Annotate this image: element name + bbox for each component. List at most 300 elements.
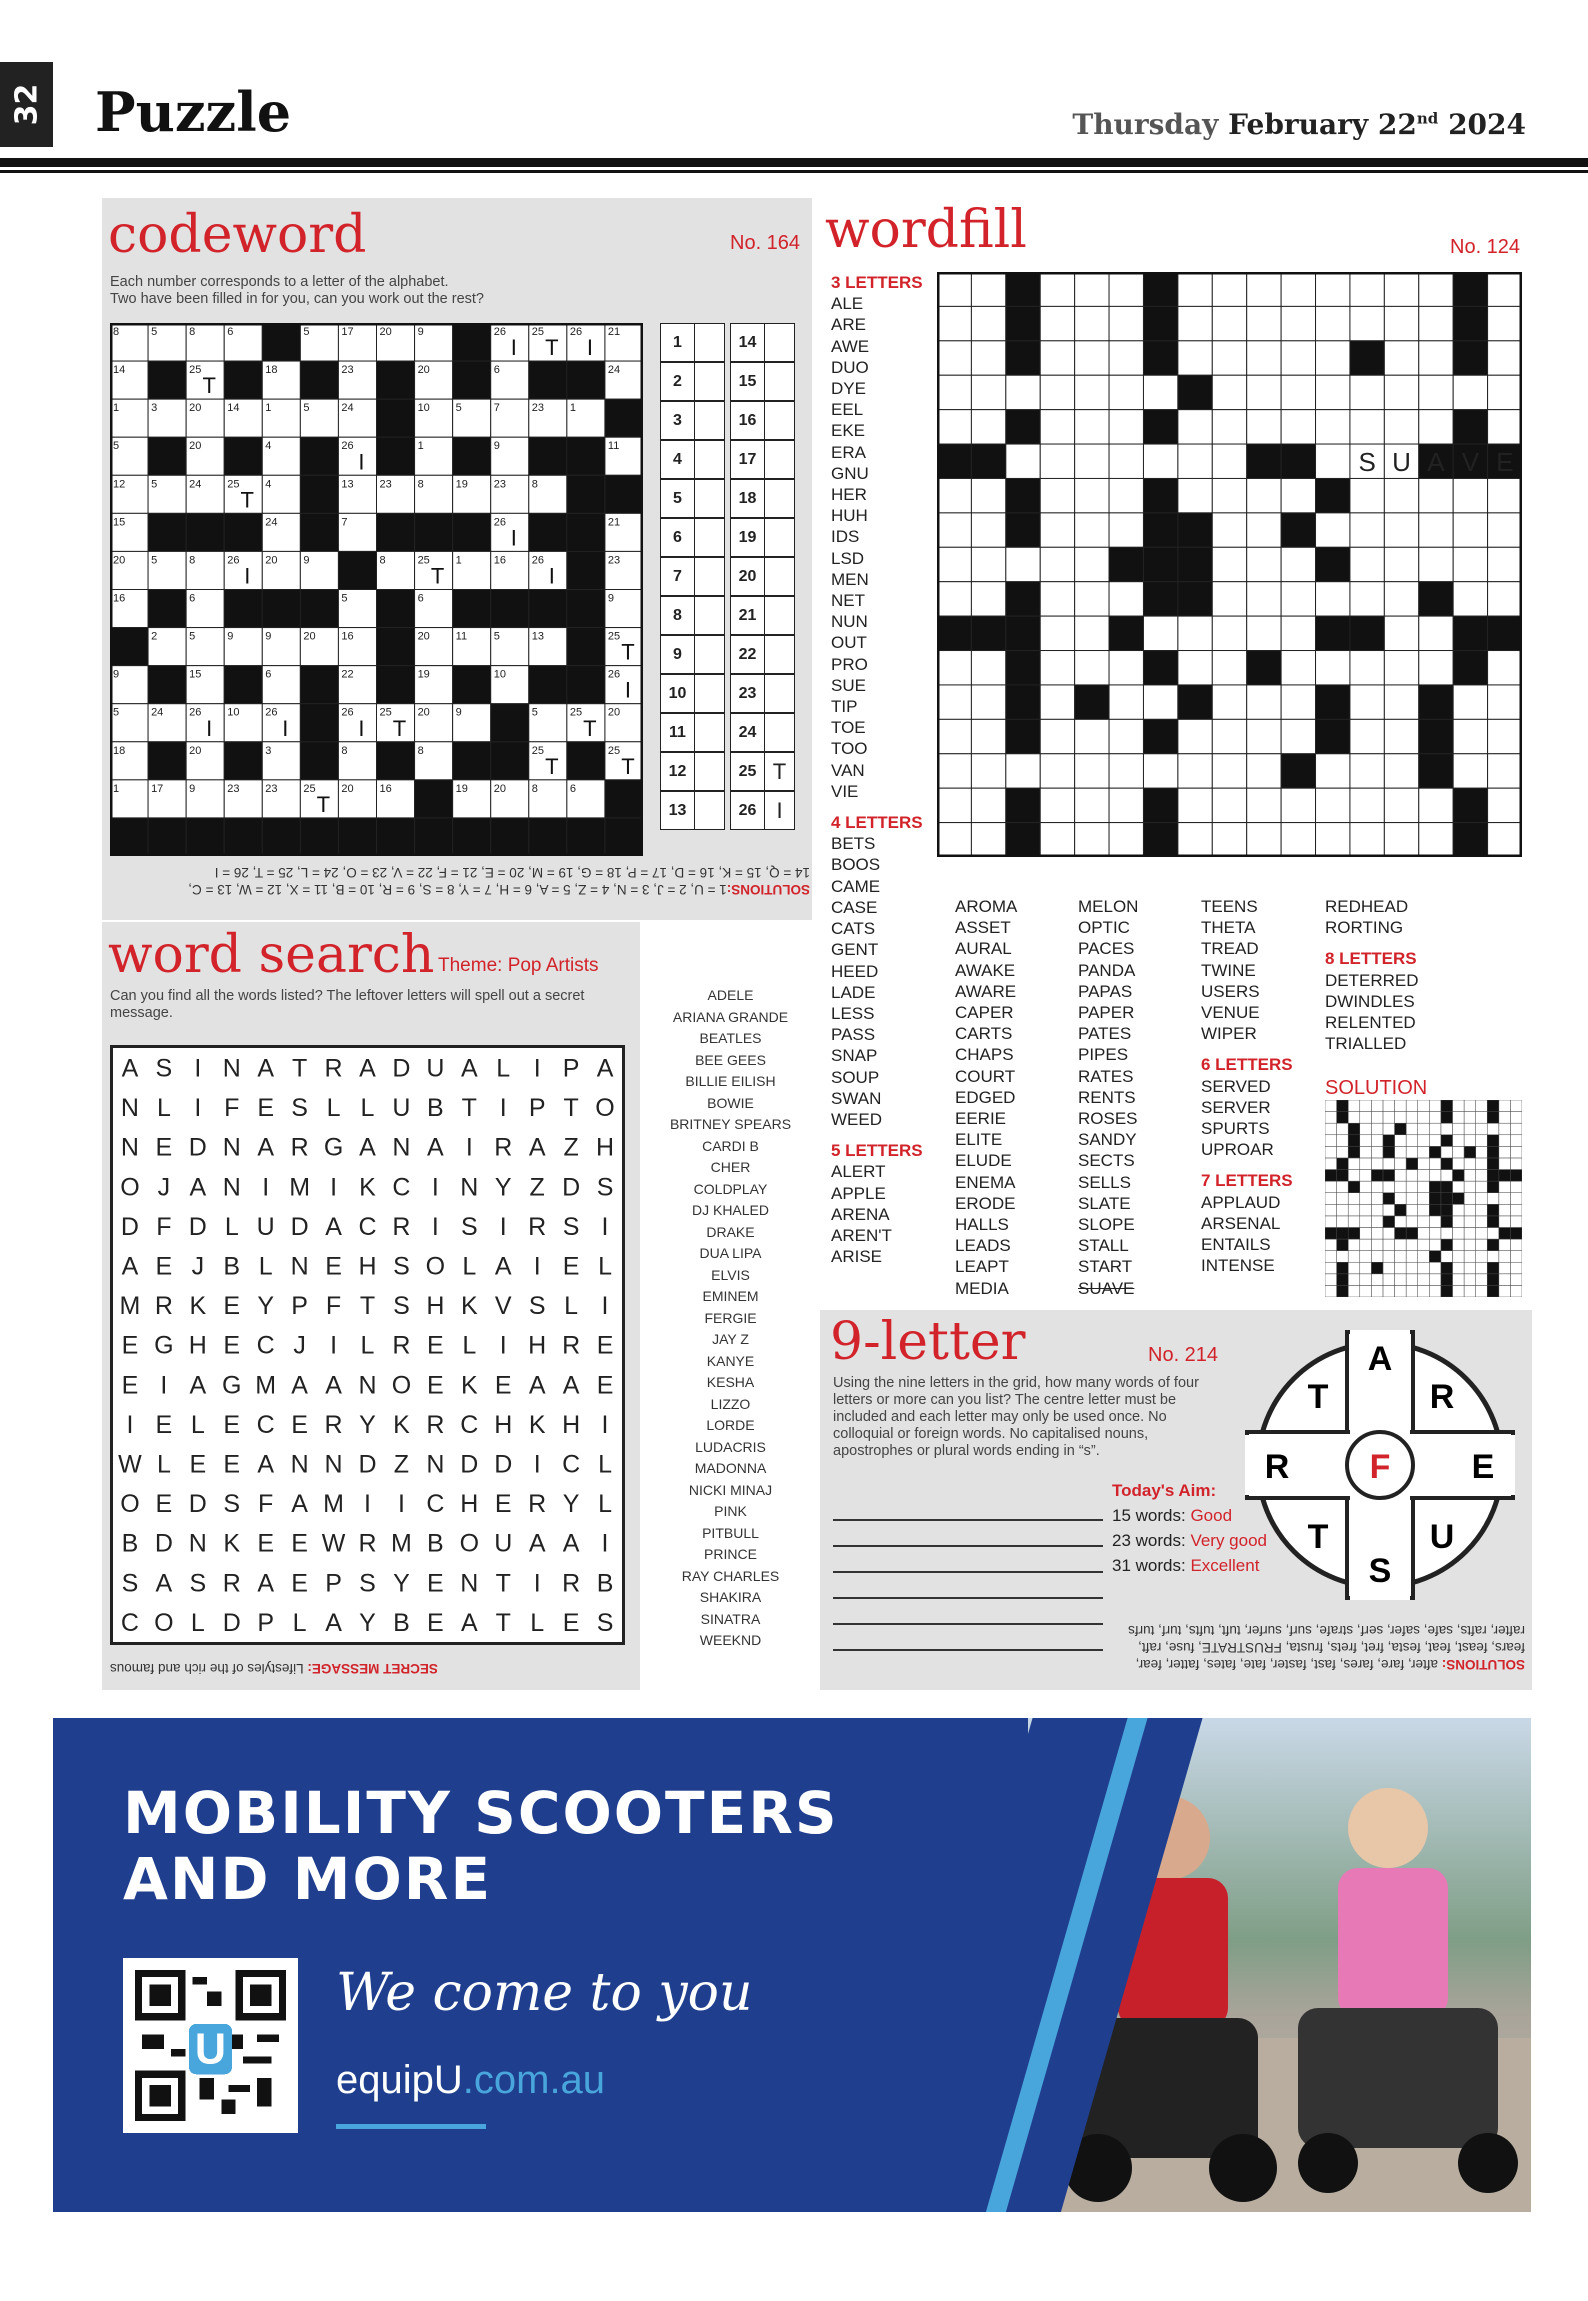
wordfill-cell[interactable] <box>1247 341 1281 375</box>
wordsearch-letter[interactable]: R <box>392 1212 411 1241</box>
wordfill-cell[interactable] <box>1212 478 1246 512</box>
wordsearch-letter[interactable]: I <box>601 1529 609 1558</box>
advertisement-banner[interactable] <box>53 1718 1531 2212</box>
wordsearch-letter[interactable]: A <box>257 1054 275 1083</box>
wordsearch-letter[interactable]: K <box>528 1410 546 1439</box>
wordfill-cell[interactable] <box>1488 513 1522 547</box>
wordfill-cell[interactable] <box>937 788 971 822</box>
wordfill-cell[interactable] <box>1109 410 1143 444</box>
codeword-key-cell[interactable] <box>730 752 795 791</box>
wordfill-cell[interactable] <box>1419 410 1453 444</box>
wordfill-cell[interactable] <box>1316 306 1350 340</box>
wordfill-cell[interactable] <box>1040 375 1074 409</box>
wordfill-cell[interactable] <box>971 513 1005 547</box>
wordsearch-letter[interactable]: I <box>533 1450 541 1479</box>
wordsearch-letter[interactable]: R <box>426 1410 445 1439</box>
codeword-key-cell[interactable] <box>730 596 795 635</box>
wordsearch-letter[interactable]: M <box>255 1371 277 1400</box>
wordfill-cell[interactable] <box>1453 719 1487 753</box>
wordfill-cell[interactable] <box>1212 582 1246 616</box>
wordfill-cell[interactable] <box>937 272 971 306</box>
wordsearch-letter[interactable]: A <box>460 1054 478 1083</box>
wordfill-cell[interactable] <box>1143 444 1177 478</box>
codeword-key-cell[interactable] <box>730 713 795 752</box>
wordfill-cell[interactable] <box>1247 616 1281 650</box>
codeword-grid[interactable] <box>110 323 643 856</box>
wordfill-cell[interactable] <box>1075 651 1109 685</box>
wordsearch-letter[interactable]: A <box>189 1173 207 1202</box>
wordsearch-letter[interactable]: D <box>120 1212 139 1241</box>
wordfill-cell[interactable] <box>1350 823 1384 857</box>
wordfill-cell[interactable] <box>1109 375 1143 409</box>
wordsearch-letter[interactable]: E <box>223 1331 241 1360</box>
wordsearch-letter[interactable]: S <box>189 1569 207 1598</box>
wordsearch-letter[interactable]: D <box>562 1173 581 1202</box>
wordfill-cell[interactable] <box>1419 823 1453 857</box>
wordfill-cell[interactable] <box>1040 754 1074 788</box>
wordsearch-letter[interactable]: P <box>528 1094 546 1123</box>
wordsearch-letter[interactable]: L <box>156 1094 171 1123</box>
wordsearch-letter[interactable]: E <box>121 1331 139 1360</box>
wordsearch-letter[interactable]: P <box>325 1569 342 1598</box>
wordsearch-letter[interactable]: S <box>223 1490 241 1519</box>
wordfill-cell[interactable] <box>1075 823 1109 857</box>
wordsearch-letter[interactable]: H <box>562 1410 581 1439</box>
wordfill-cell[interactable] <box>1247 582 1281 616</box>
wordfill-cell[interactable] <box>1419 306 1453 340</box>
wordsearch-letter[interactable]: P <box>562 1054 580 1083</box>
wordfill-cell[interactable] <box>1384 513 1418 547</box>
wordsearch-letter[interactable]: A <box>562 1371 580 1400</box>
wordfill-cell[interactable] <box>1212 823 1246 857</box>
wordfill-cell[interactable] <box>1212 719 1246 753</box>
wordfill-cell[interactable] <box>1212 375 1246 409</box>
wordfill-cell[interactable] <box>971 375 1005 409</box>
wordfill-cell[interactable] <box>1247 375 1281 409</box>
wordfill-cell[interactable] <box>1212 444 1246 478</box>
wordfill-cell[interactable] <box>1281 719 1315 753</box>
wordsearch-letter[interactable]: E <box>121 1371 139 1400</box>
wordsearch-letter[interactable]: R <box>154 1292 173 1321</box>
wordsearch-letter[interactable]: U <box>392 1094 411 1123</box>
wordfill-cell[interactable] <box>1212 341 1246 375</box>
wordsearch-letter[interactable]: W <box>118 1450 142 1479</box>
wordfill-cell[interactable] <box>1350 410 1384 444</box>
wordfill-cell[interactable] <box>1143 754 1177 788</box>
wordsearch-letter[interactable]: M <box>391 1529 412 1558</box>
wordfill-cell[interactable] <box>1384 685 1418 719</box>
wordsearch-letter[interactable]: H <box>596 1133 615 1162</box>
wordsearch-letter[interactable]: L <box>598 1450 612 1479</box>
wordsearch-letter[interactable]: S <box>393 1292 410 1321</box>
wordfill-cell[interactable] <box>1419 651 1453 685</box>
wordsearch-letter[interactable]: N <box>392 1133 411 1162</box>
codeword-key-cell[interactable] <box>730 635 795 674</box>
wordfill-cell[interactable] <box>1281 547 1315 581</box>
answer-line[interactable] <box>833 1495 1103 1521</box>
wordfill-cell[interactable] <box>1384 651 1418 685</box>
wordsearch-letter[interactable]: I <box>364 1490 371 1519</box>
wordsearch-letter[interactable]: P <box>291 1292 308 1321</box>
wordfill-cell[interactable] <box>1075 513 1109 547</box>
wordfill-cell[interactable] <box>1143 375 1177 409</box>
wordfill-cell[interactable] <box>1488 306 1522 340</box>
wordsearch-letter[interactable]: S <box>121 1569 139 1598</box>
wordfill-cell[interactable] <box>1040 444 1074 478</box>
wordsearch-letter[interactable]: E <box>427 1569 444 1598</box>
wordfill-cell[interactable] <box>1281 478 1315 512</box>
wordfill-cell[interactable] <box>1384 547 1418 581</box>
wordfill-cell[interactable] <box>1350 754 1384 788</box>
wordfill-cell[interactable] <box>1178 719 1212 753</box>
wordfill-cell[interactable] <box>1109 478 1143 512</box>
wordfill-cell[interactable] <box>1488 651 1522 685</box>
wordsearch-letter[interactable]: N <box>290 1450 309 1479</box>
wordfill-cell[interactable] <box>971 823 1005 857</box>
ad-url[interactable] <box>336 2058 605 2103</box>
wordsearch-letter[interactable]: N <box>358 1371 377 1400</box>
wordfill-cell[interactable] <box>1350 685 1384 719</box>
wordfill-cell[interactable] <box>1109 788 1143 822</box>
wordsearch-letter[interactable]: M <box>289 1173 311 1202</box>
wordfill-cell[interactable] <box>1178 823 1212 857</box>
wordsearch-letter[interactable]: E <box>189 1450 207 1479</box>
answer-line[interactable] <box>833 1547 1103 1573</box>
wordfill-cell[interactable] <box>1316 582 1350 616</box>
wordsearch-letter[interactable]: E <box>257 1094 275 1123</box>
wordsearch-letter[interactable]: R <box>562 1569 581 1598</box>
wordfill-cell[interactable] <box>1384 478 1418 512</box>
wordfill-cell[interactable] <box>1109 685 1143 719</box>
codeword-key-letter[interactable] <box>695 402 724 439</box>
wordsearch-letter[interactable]: K <box>460 1371 478 1400</box>
codeword-key-letter[interactable] <box>765 480 794 517</box>
codeword-key-cell[interactable] <box>730 479 795 518</box>
wordsearch-letter[interactable]: C <box>256 1331 275 1360</box>
codeword-key-cell[interactable] <box>660 752 725 791</box>
wordsearch-letter[interactable]: U <box>494 1529 513 1558</box>
wordfill-cell[interactable] <box>1419 272 1453 306</box>
wordfill-cell[interactable] <box>1384 616 1418 650</box>
wordfill-cell[interactable] <box>1212 754 1246 788</box>
wordsearch-letter[interactable]: P <box>257 1608 275 1637</box>
wordsearch-letter[interactable]: O <box>120 1490 140 1519</box>
wordsearch-letter[interactable]: T <box>495 1608 511 1637</box>
wordfill-cell[interactable] <box>1040 513 1074 547</box>
codeword-key-cell[interactable] <box>730 323 795 362</box>
codeword-key-letter[interactable] <box>765 597 794 634</box>
wordfill-cell[interactable] <box>971 341 1005 375</box>
wordfill-cell[interactable] <box>1178 444 1212 478</box>
wordfill-cell[interactable] <box>1040 410 1074 444</box>
wordfill-cell[interactable] <box>1075 616 1109 650</box>
wordfill-cell[interactable] <box>1384 754 1418 788</box>
wordsearch-letter[interactable]: L <box>292 1608 307 1637</box>
wordfill-cell[interactable] <box>1419 375 1453 409</box>
wordsearch-letter[interactable]: O <box>154 1608 174 1637</box>
codeword-key-cell[interactable] <box>660 518 725 557</box>
wordsearch-letter[interactable]: R <box>528 1490 547 1519</box>
wordsearch-letter[interactable]: C <box>460 1410 479 1439</box>
wordfill-cell[interactable] <box>1281 788 1315 822</box>
wordfill-cell[interactable] <box>937 547 971 581</box>
wordsearch-letter[interactable]: E <box>155 1410 173 1439</box>
wordfill-cell[interactable] <box>1350 513 1384 547</box>
wordfill-cell[interactable] <box>1419 513 1453 547</box>
wordsearch-letter[interactable]: H <box>528 1331 547 1360</box>
wordfill-cell[interactable] <box>1488 547 1522 581</box>
codeword-key-cell[interactable] <box>730 362 795 401</box>
wordsearch-letter[interactable]: S <box>393 1252 410 1281</box>
wordsearch-letter[interactable]: N <box>120 1094 139 1123</box>
wordsearch-letter[interactable]: E <box>155 1133 173 1162</box>
wordsearch-letter[interactable]: S <box>155 1054 173 1083</box>
wordsearch-letter[interactable]: B <box>121 1529 139 1558</box>
wordfill-cell[interactable] <box>1453 547 1487 581</box>
codeword-key-cell[interactable] <box>730 518 795 557</box>
wordfill-cell[interactable] <box>1109 444 1143 478</box>
wordsearch-letter[interactable]: H <box>358 1252 377 1281</box>
wordfill-cell[interactable] <box>937 719 971 753</box>
codeword-key-letter[interactable] <box>765 558 794 595</box>
wordsearch-letter[interactable]: A <box>291 1371 308 1400</box>
codeword-key-cell[interactable] <box>660 674 725 713</box>
wordsearch-letter[interactable]: B <box>596 1569 614 1598</box>
wordfill-cell[interactable] <box>1075 306 1109 340</box>
wordfill-cell[interactable] <box>1006 375 1040 409</box>
wordsearch-letter[interactable]: R <box>494 1133 513 1162</box>
answer-line[interactable] <box>833 1625 1103 1651</box>
wordsearch-letter[interactable]: I <box>262 1173 270 1202</box>
wordfill-cell[interactable] <box>1247 410 1281 444</box>
wordsearch-letter[interactable]: Y <box>393 1569 410 1598</box>
answer-line[interactable] <box>833 1573 1103 1599</box>
wordfill-cell[interactable] <box>1075 478 1109 512</box>
wordsearch-letter[interactable]: L <box>224 1212 239 1241</box>
wordfill-cell[interactable] <box>971 478 1005 512</box>
wordfill-cell[interactable] <box>1075 547 1109 581</box>
wordsearch-letter[interactable]: A <box>596 1054 614 1083</box>
wordsearch-letter[interactable]: N <box>120 1133 139 1162</box>
wordsearch-letter[interactable]: A <box>121 1252 139 1281</box>
wordfill-cell[interactable] <box>1109 823 1143 857</box>
wordsearch-letter[interactable]: V <box>494 1292 512 1321</box>
codeword-key-cell[interactable] <box>660 440 725 479</box>
wordfill-cell[interactable] <box>971 685 1005 719</box>
wordfill-cell[interactable] <box>1006 754 1040 788</box>
wordfill-cell[interactable] <box>1143 616 1177 650</box>
wordsearch-letter[interactable]: D <box>358 1450 377 1479</box>
wordsearch-letter[interactable]: S <box>596 1608 614 1637</box>
wordfill-cell[interactable] <box>1350 478 1384 512</box>
wordfill-cell[interactable] <box>1316 513 1350 547</box>
wordsearch-letter[interactable]: K <box>223 1529 241 1558</box>
wordfill-cell[interactable] <box>1488 341 1522 375</box>
wordfill-cell[interactable] <box>1075 410 1109 444</box>
wordfill-cell[interactable] <box>1075 754 1109 788</box>
wordfill-cell[interactable] <box>1247 719 1281 753</box>
wordfill-cell[interactable] <box>1212 306 1246 340</box>
wordsearch-letter[interactable]: E <box>596 1371 614 1400</box>
wordfill-cell[interactable] <box>1178 651 1212 685</box>
wordsearch-letter[interactable]: E <box>155 1252 173 1281</box>
wordfill-cell[interactable] <box>971 547 1005 581</box>
codeword-key-letter[interactable] <box>765 402 794 439</box>
wordfill-cell[interactable] <box>1247 272 1281 306</box>
wordsearch-letter[interactable]: T <box>495 1569 511 1598</box>
codeword-key-cell[interactable] <box>660 557 725 596</box>
codeword-key-cell[interactable] <box>660 596 725 635</box>
wordsearch-letter[interactable]: C <box>120 1608 139 1637</box>
wordsearch-letter[interactable]: H <box>494 1410 513 1439</box>
wordfill-cell[interactable] <box>971 754 1005 788</box>
codeword-key-letter[interactable] <box>695 597 724 634</box>
wordsearch-letter[interactable]: S <box>596 1173 614 1202</box>
wordsearch-letter[interactable]: Y <box>257 1292 275 1321</box>
wordsearch-letter[interactable]: D <box>154 1529 173 1558</box>
wordsearch-letter[interactable]: E <box>291 1529 308 1558</box>
wordfill-cell[interactable] <box>1488 582 1522 616</box>
wordsearch-letter[interactable]: E <box>494 1490 512 1519</box>
wordsearch-letter[interactable]: U <box>256 1212 275 1241</box>
wordsearch-letter[interactable]: I <box>126 1410 134 1439</box>
wordsearch-letter[interactable]: K <box>393 1410 410 1439</box>
wordsearch-letter[interactable]: A <box>528 1133 546 1162</box>
wordfill-cell[interactable] <box>1109 513 1143 547</box>
wordfill-cell[interactable] <box>1040 582 1074 616</box>
codeword-key-letter[interactable] <box>695 558 724 595</box>
codeword-key-letter[interactable] <box>695 753 724 790</box>
wordsearch-letter[interactable]: E <box>427 1371 444 1400</box>
wordfill-cell[interactable] <box>1419 547 1453 581</box>
wordsearch-letter[interactable]: N <box>324 1450 343 1479</box>
wordsearch-letter[interactable]: R <box>392 1331 411 1360</box>
wordfill-cell[interactable] <box>1384 410 1418 444</box>
wordsearch-letter[interactable]: F <box>325 1292 342 1321</box>
wordsearch-letter[interactable]: N <box>460 1173 479 1202</box>
wordfill-cell[interactable] <box>1316 272 1350 306</box>
wordsearch-letter[interactable]: B <box>223 1252 241 1281</box>
wordsearch-letter[interactable]: E <box>291 1569 308 1598</box>
wordfill-cell[interactable] <box>1247 306 1281 340</box>
wordsearch-letter[interactable]: Z <box>563 1133 579 1162</box>
wordsearch-letter[interactable]: O <box>459 1529 480 1558</box>
wordsearch-letter[interactable]: R <box>290 1133 309 1162</box>
wordfill-cell[interactable] <box>937 754 971 788</box>
wordfill-cell[interactable] <box>971 272 1005 306</box>
wordfill-cell[interactable] <box>1212 651 1246 685</box>
codeword-key-letter[interactable] <box>695 519 724 556</box>
wordsearch-letter[interactable]: L <box>360 1331 375 1360</box>
wordsearch-letter[interactable]: Z <box>393 1450 410 1479</box>
wordfill-cell[interactable] <box>1075 444 1109 478</box>
wordfill-cell[interactable] <box>1350 547 1384 581</box>
wordsearch-letter[interactable]: H <box>188 1331 207 1360</box>
wordfill-cell[interactable] <box>1384 582 1418 616</box>
wordsearch-letter[interactable]: B <box>427 1529 444 1558</box>
wordfill-cell[interactable] <box>1316 341 1350 375</box>
wordsearch-letter[interactable]: D <box>460 1450 479 1479</box>
wordsearch-letter[interactable]: L <box>326 1094 341 1123</box>
wordfill-cell[interactable] <box>1384 788 1418 822</box>
wordsearch-letter[interactable]: Y <box>494 1173 512 1202</box>
wordsearch-letter[interactable]: T <box>359 1292 376 1321</box>
wordsearch-letter[interactable]: S <box>291 1094 308 1123</box>
wordfill-cell[interactable] <box>937 341 971 375</box>
codeword-key-letter[interactable] <box>695 792 724 829</box>
wordsearch-letter[interactable]: C <box>256 1410 275 1439</box>
wordfill-cell[interactable] <box>1040 306 1074 340</box>
wordsearch-letter[interactable]: G <box>222 1371 242 1400</box>
wordfill-cell[interactable] <box>1281 375 1315 409</box>
wordsearch-letter[interactable]: S <box>528 1292 546 1321</box>
wordsearch-letter[interactable]: A <box>427 1133 444 1162</box>
wordfill-cell[interactable] <box>1247 547 1281 581</box>
wordfill-cell[interactable] <box>1316 754 1350 788</box>
wordfill-cell[interactable] <box>1453 513 1487 547</box>
wordfill-cell[interactable] <box>1040 478 1074 512</box>
wordsearch-letter[interactable]: L <box>190 1608 205 1637</box>
wordfill-cell[interactable] <box>1316 444 1350 478</box>
wordfill-cell[interactable] <box>1109 651 1143 685</box>
wordfill-cell[interactable] <box>1040 719 1074 753</box>
wordsearch-letter[interactable]: L <box>360 1094 375 1123</box>
wordsearch-letter[interactable]: I <box>499 1331 507 1360</box>
wordfill-cell[interactable] <box>1419 478 1453 512</box>
wordsearch-letter[interactable]: E <box>223 1410 241 1439</box>
wordsearch-letter[interactable]: N <box>222 1054 241 1083</box>
wordsearch-letters[interactable] <box>113 1048 622 1642</box>
codeword-key-letter[interactable] <box>695 714 724 751</box>
wordfill-cell[interactable] <box>1212 272 1246 306</box>
wordsearch-letter[interactable]: Y <box>359 1410 376 1439</box>
codeword-key-cell[interactable] <box>660 401 725 440</box>
wordfill-cell[interactable] <box>1143 685 1177 719</box>
wordfill-cell[interactable] <box>1350 306 1384 340</box>
wordfill-cell[interactable] <box>1384 375 1418 409</box>
codeword-key-letter[interactable] <box>695 480 724 517</box>
wordsearch-letter[interactable]: I <box>465 1133 473 1162</box>
wordsearch-letter[interactable]: M <box>119 1292 141 1321</box>
codeword-key-letter[interactable] <box>765 675 794 712</box>
wordfill-cell[interactable] <box>1212 410 1246 444</box>
wordfill-cell[interactable] <box>1006 547 1040 581</box>
wordsearch-letter[interactable]: D <box>392 1054 411 1083</box>
wordsearch-letter[interactable]: I <box>533 1252 541 1281</box>
wordsearch-letter[interactable]: L <box>462 1331 477 1360</box>
wordsearch-letter[interactable]: O <box>595 1094 615 1123</box>
wordsearch-letter[interactable]: D <box>188 1212 207 1241</box>
wordfill-cell[interactable] <box>1488 410 1522 444</box>
wordsearch-letter[interactable]: D <box>222 1608 241 1637</box>
wordsearch-letter[interactable]: L <box>190 1410 205 1439</box>
wordfill-cell[interactable] <box>1384 719 1418 753</box>
wordfill-cell[interactable] <box>1212 616 1246 650</box>
wordfill-cell[interactable] <box>1247 788 1281 822</box>
codeword-key-letter[interactable] <box>765 714 794 751</box>
wordfill-cell[interactable] <box>1040 272 1074 306</box>
answer-line[interactable] <box>833 1599 1103 1625</box>
wordfill-cell[interactable] <box>1281 410 1315 444</box>
wordfill-cell[interactable] <box>1212 513 1246 547</box>
wordsearch-letter[interactable]: R <box>324 1410 343 1439</box>
wordfill-cell[interactable] <box>1040 685 1074 719</box>
wordfill-cell[interactable] <box>1109 582 1143 616</box>
wordfill-cell[interactable] <box>937 478 971 512</box>
wordsearch-grid[interactable] <box>110 1045 625 1645</box>
wordfill-cell[interactable] <box>937 651 971 685</box>
wordfill-cell[interactable] <box>1453 582 1487 616</box>
